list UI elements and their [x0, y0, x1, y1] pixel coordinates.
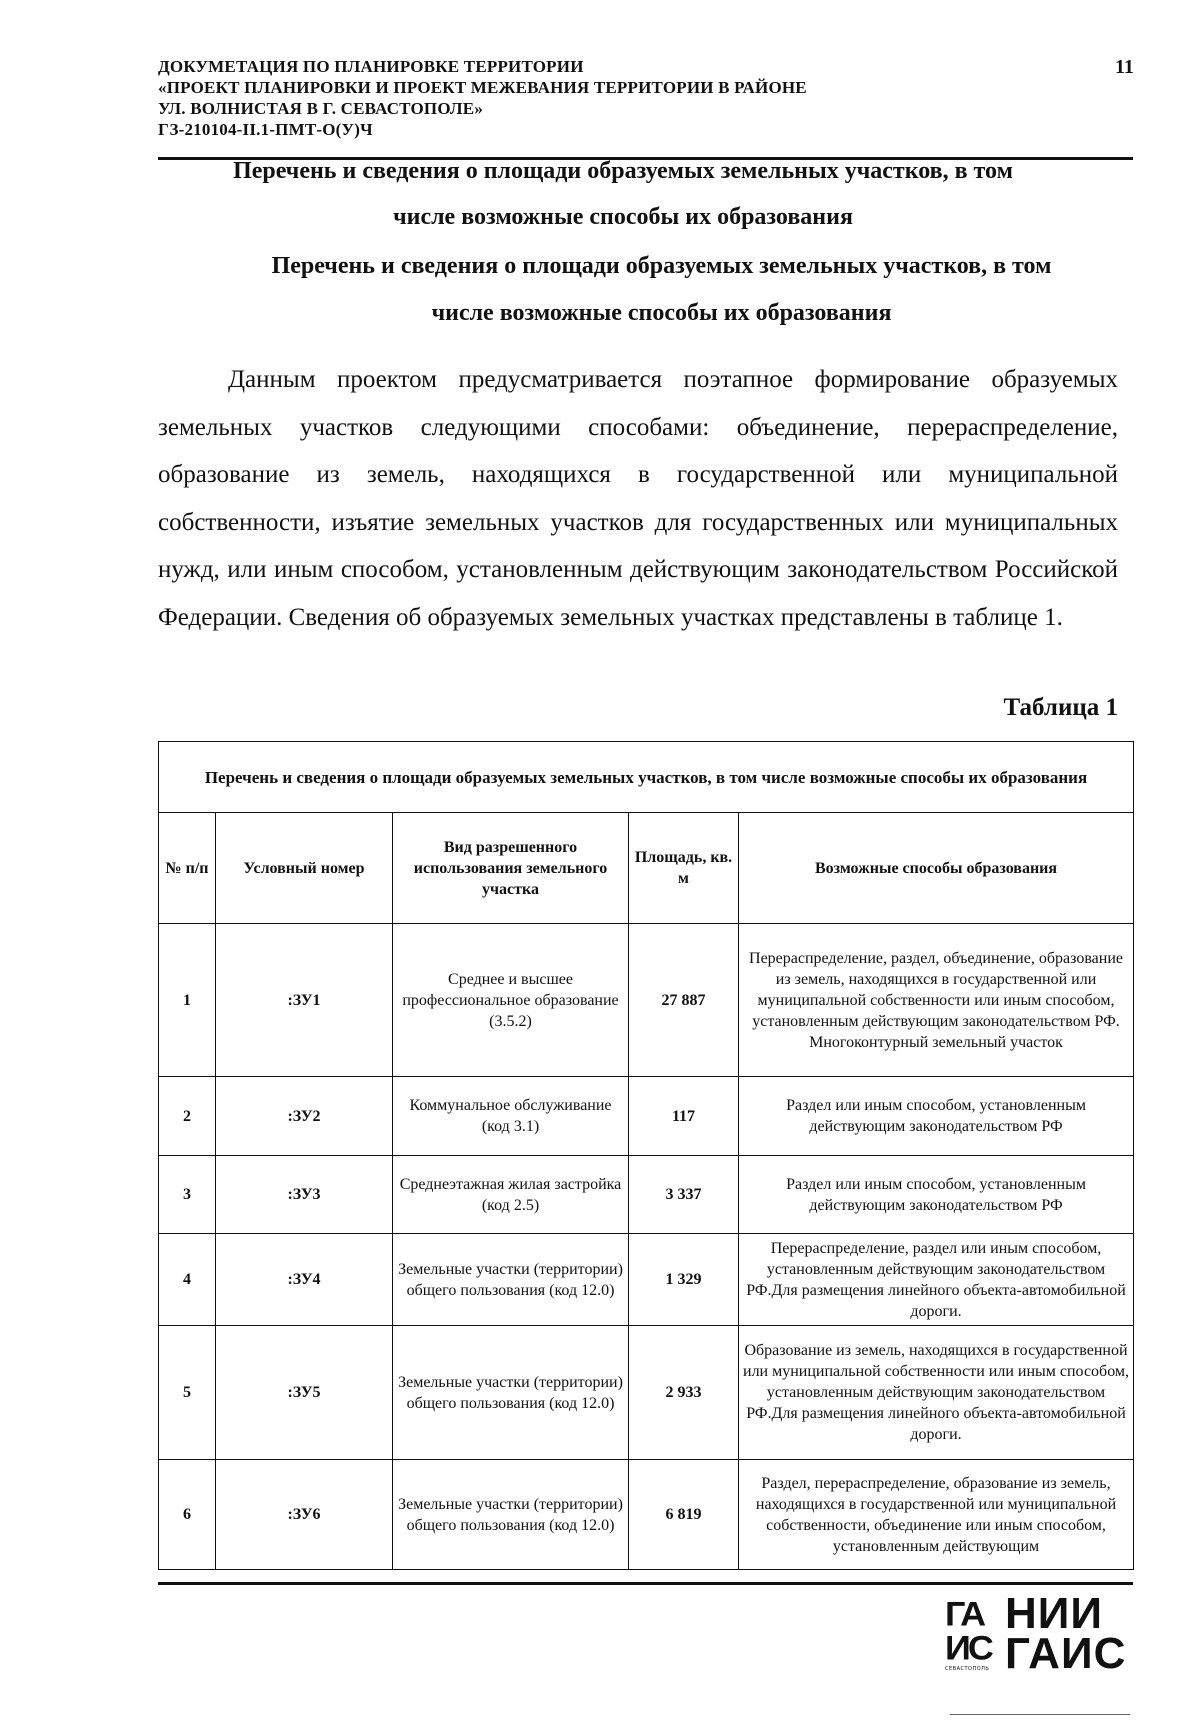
- row-use: Среднеэтажная жилая застройка (код 2.5): [393, 1156, 629, 1234]
- row-use: Земельные участки (территории) общего пользования (код 12.0): [393, 1326, 629, 1460]
- page-number: 11: [1115, 56, 1134, 78]
- table-row: [159, 1460, 1134, 1570]
- logo-mark-bottom: ИС: [945, 1628, 991, 1667]
- land-plots-table: [158, 741, 1134, 1570]
- table-title-row: [159, 742, 1134, 813]
- footer-line: [950, 1714, 1130, 1715]
- table-bottom-rule: [158, 1582, 1133, 1585]
- col-header-code: Условный номер: [216, 813, 393, 924]
- col-header-use: Вид разрешенного использования земельного участка: [393, 813, 629, 924]
- row-code: :ЗУ6: [216, 1460, 393, 1570]
- col-header-methods: Возможные способы образования: [739, 813, 1134, 924]
- row-area: 3 337: [629, 1156, 739, 1234]
- row-methods: Раздел или иным способом, установленным действующим законодательством РФ: [739, 1077, 1134, 1156]
- row-methods: Раздел или иным способом, установленным действующим законодательством РФ: [739, 1156, 1134, 1234]
- row-methods: Перераспределение, раздел или иным способом, установленным действующим законодательством РФ.Для размещения линейного объекта-автомобильной дороги.: [739, 1234, 1134, 1326]
- row-code: :ЗУ3: [216, 1156, 393, 1234]
- logo-city: СЕВАСТОПОЛЬ: [945, 1666, 990, 1672]
- section-heading-1-line-2: числе возможные способы их образования: [393, 204, 853, 230]
- logo-text-nii: НИИ: [1005, 1589, 1104, 1638]
- row-num: 3: [159, 1156, 216, 1234]
- body-paragraph: [158, 356, 1118, 641]
- row-num: 5: [159, 1326, 216, 1460]
- row-code: :ЗУ1: [216, 924, 393, 1077]
- table-row: [159, 924, 1134, 1077]
- table-title: Перечень и сведения о площади образуемых земельных участков, в том числе возможные способы их образования: [159, 742, 1134, 813]
- row-area: 117: [629, 1077, 739, 1156]
- header-line-3: УЛ. ВОЛНИСТАЯ В Г. СЕВАСТОПОЛЕ»: [158, 99, 484, 118]
- row-num: 4: [159, 1234, 216, 1326]
- header-line-1: ДОКУМЕТАЦИЯ ПО ПЛАНИРОВКЕ ТЕРРИТОРИИ: [158, 57, 584, 76]
- col-header-num: № п/п: [159, 813, 216, 924]
- row-code: :ЗУ4: [216, 1234, 393, 1326]
- table-header-row: [159, 813, 1134, 924]
- body-paragraph-text: Данным проектом предусматривается поэтапное формирование образуемых земельных участков следующими способами: объединение, перераспределение, образование из земель, находящихся в государственной или муниципальной собственности, изъятие земельных участков для государственных или муниципальных нужд, или иным способом, установленным действующим законодательством Российской Федерации. Сведения об образуемых земельных участках представлены в таблице 1.: [158, 366, 1118, 631]
- row-code: :ЗУ2: [216, 1077, 393, 1156]
- company-logo: [945, 1589, 1127, 1678]
- row-area: 2 933: [629, 1326, 739, 1460]
- logo-mark-top: ГА: [945, 1594, 984, 1633]
- row-num: 2: [159, 1077, 216, 1156]
- table-caption: Таблица 1: [1003, 694, 1118, 721]
- row-area: 6 819: [629, 1460, 739, 1570]
- col-header-area: Площадь, кв. м: [629, 813, 739, 924]
- row-area: 27 887: [629, 924, 739, 1077]
- row-code: :ЗУ5: [216, 1326, 393, 1460]
- header-line-2: «ПРОЕКТ ПЛАНИРОВКИ И ПРОЕКТ МЕЖЕВАНИЯ ТЕРРИТОРИИ В РАЙОНЕ: [158, 78, 807, 97]
- row-num: 1: [159, 924, 216, 1077]
- table-row: [159, 1326, 1134, 1460]
- section-heading-1-line-1: Перечень и сведения о площади образуемых земельных участков, в том: [233, 158, 1013, 184]
- logo-mark: [945, 1596, 1003, 1668]
- row-use: Земельные участки (территории) общего пользования (код 12.0): [393, 1234, 629, 1326]
- document-header: [158, 56, 1118, 140]
- row-use: Среднее и высшее профессиональное образование (3.5.2): [393, 924, 629, 1077]
- section-heading-2-line-1: Перечень и сведения о площади образуемых земельных участков, в том: [271, 253, 1052, 279]
- table-row: [159, 1156, 1134, 1234]
- row-num: 6: [159, 1460, 216, 1570]
- row-use: Земельные участки (территории) общего пользования (код 12.0): [393, 1460, 629, 1570]
- header-line-4: ГЗ-210104-II.1-ПМТ-О(У)Ч: [158, 120, 373, 139]
- section-heading-2-line-2: числе возможные способы их образования: [431, 300, 892, 326]
- table-row: [159, 1234, 1134, 1326]
- row-area: 1 329: [629, 1234, 739, 1326]
- logo-text-gais: ГАИС: [1005, 1629, 1127, 1678]
- row-methods: Раздел, перераспределение, образование из земель, находящихся в государственной или муниципальной собственности, объединение или иным способом, установленным действующим: [739, 1460, 1134, 1570]
- row-methods: Образование из земель, находящихся в государственной или муниципальной собственности или иным способом, установленным действующим законодательством РФ.Для размещения линейного объекта-автомобильной дороги.: [739, 1326, 1134, 1460]
- row-methods: Перераспределение, раздел, объединение, образование из земель, находящихся в государственной или муниципальной собственности или иным способом, установленным действующим законодательством РФ. Многоконтурный земельный участок: [739, 924, 1134, 1077]
- row-use: Коммунальное обслуживание (код 3.1): [393, 1077, 629, 1156]
- table-row: [159, 1077, 1134, 1156]
